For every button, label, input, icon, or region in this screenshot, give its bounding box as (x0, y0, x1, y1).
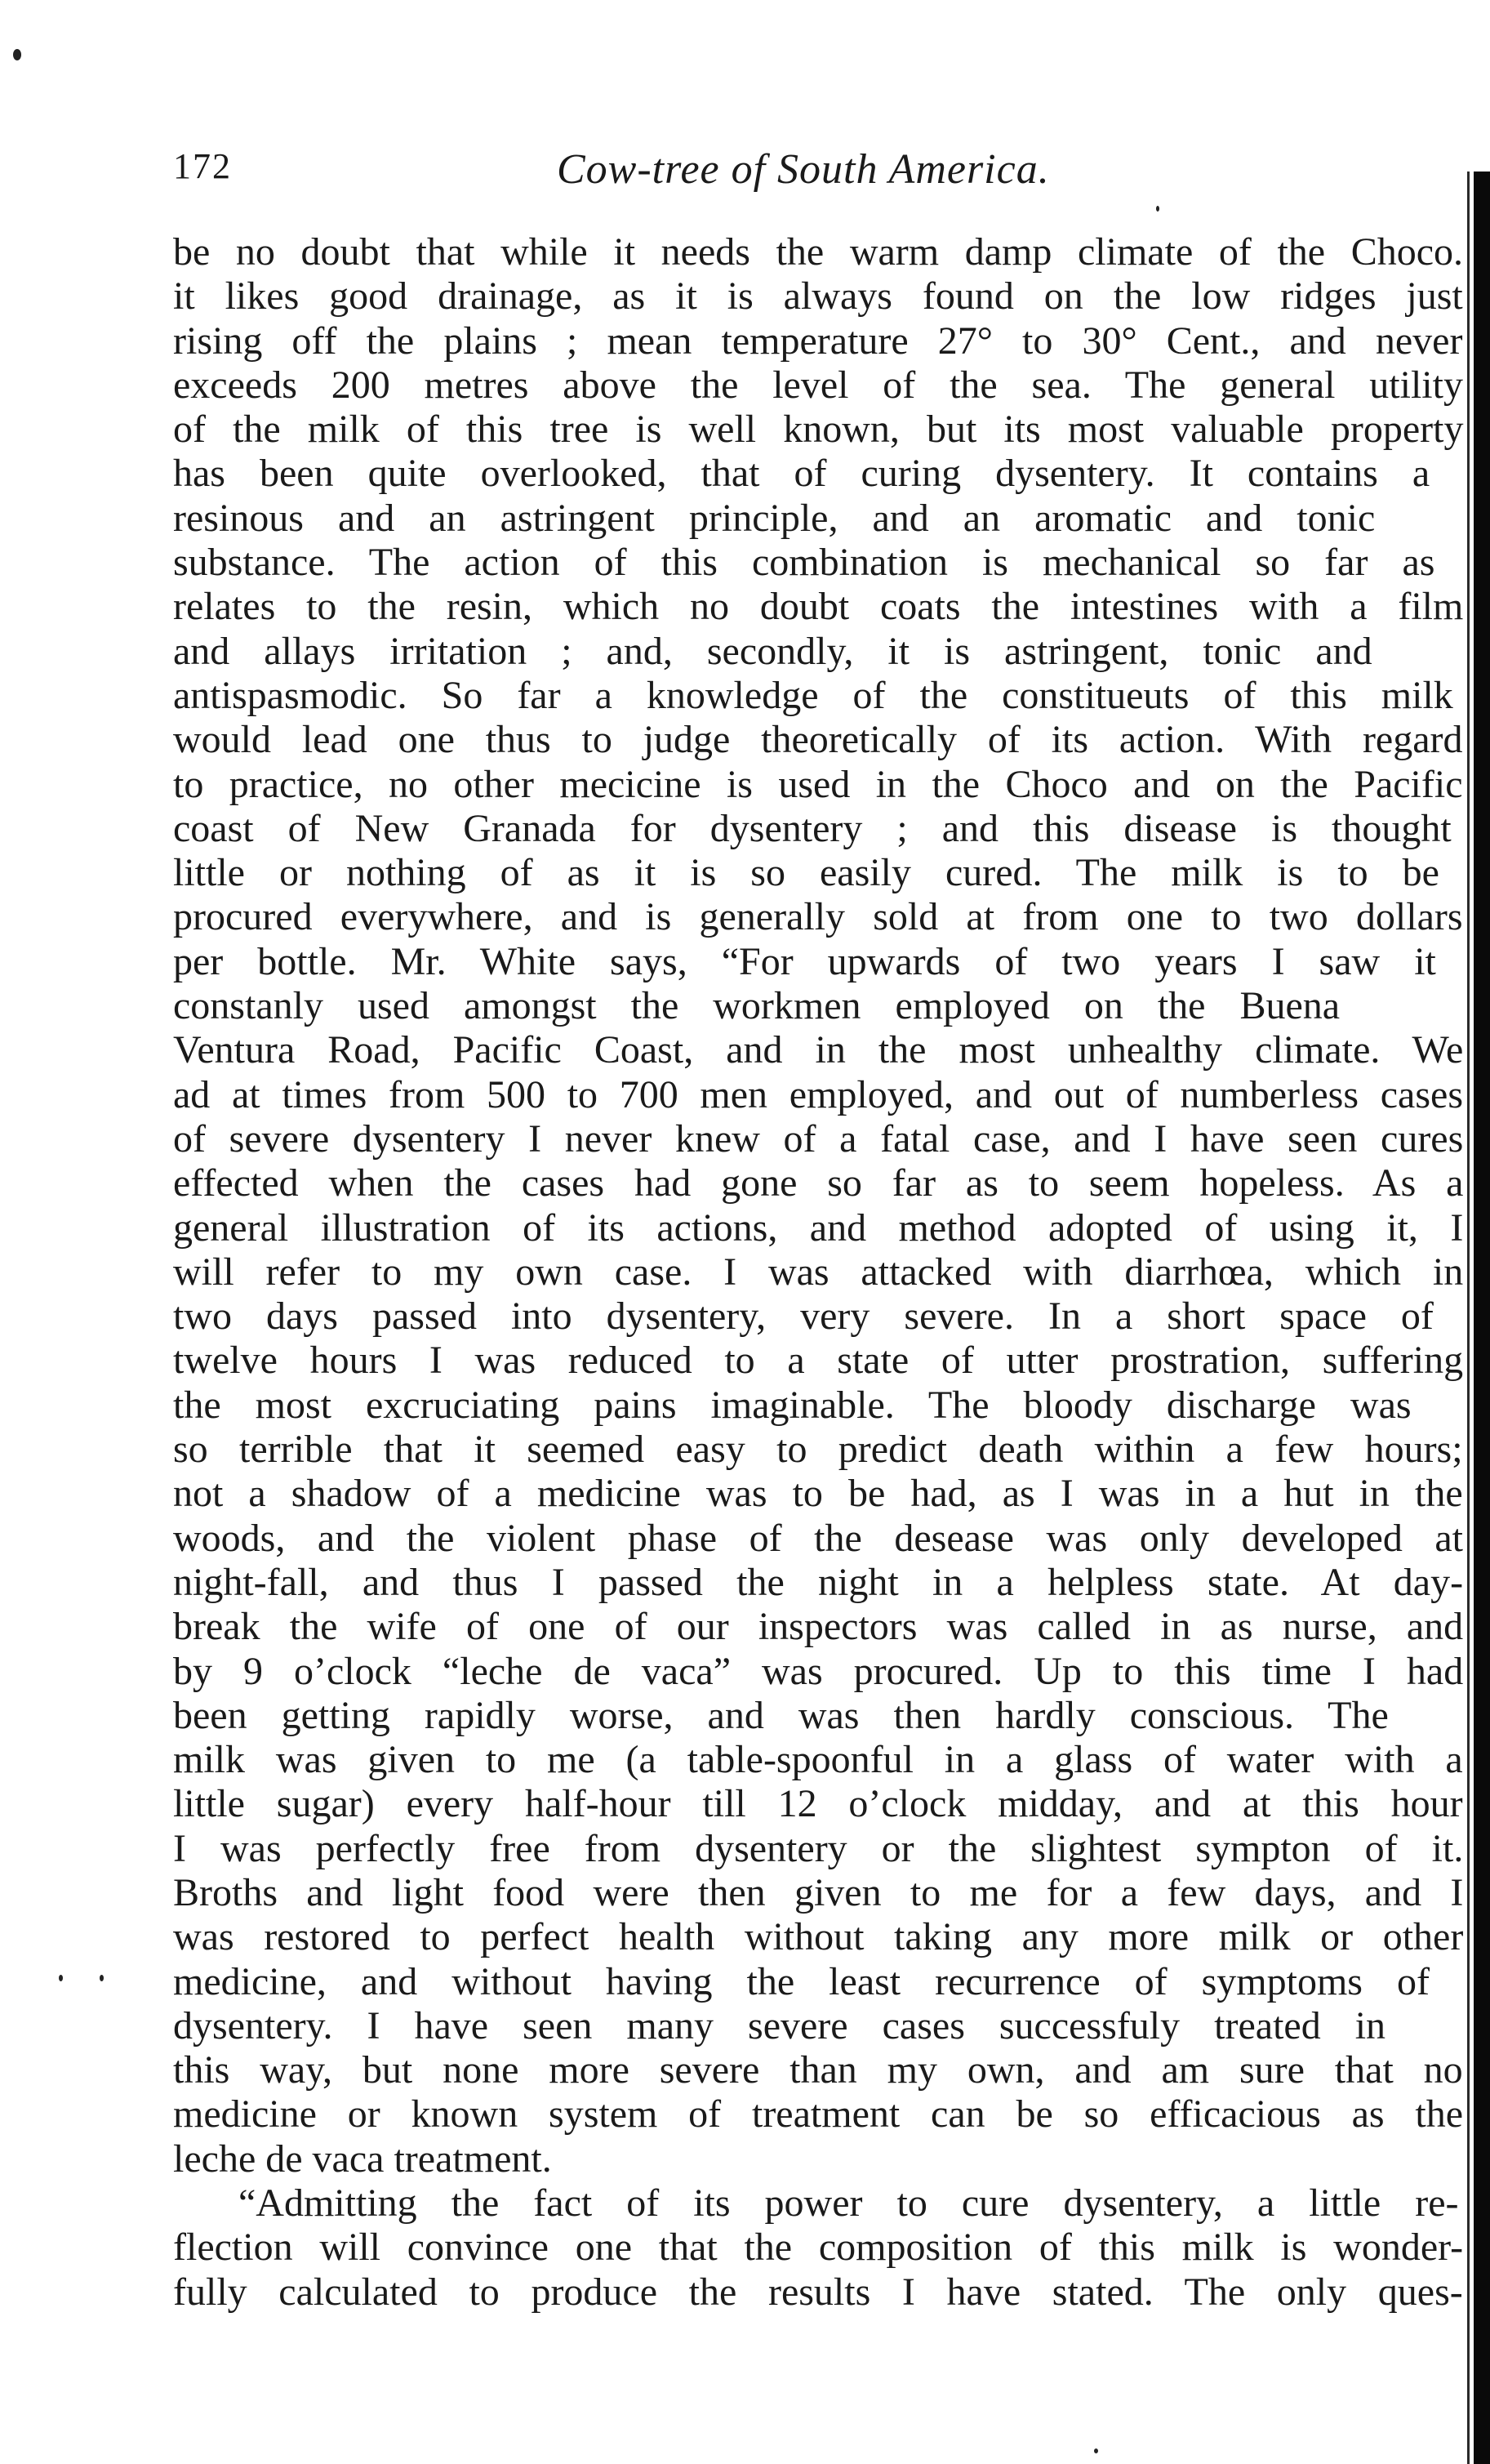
ink-speck (100, 1975, 104, 1981)
ink-speck (1156, 206, 1159, 212)
text-line: leche de vaca treatment. (173, 2137, 552, 2181)
text-line: Ventura Road, Pacific Coast, and in the most unhealthy climate. We (173, 1028, 1464, 1072)
text-line: it likes good drainage, as it is always found on the low ridges just (173, 274, 1463, 319)
text-line: fully calculated to produce the results I have stated. The only ques- (173, 2270, 1463, 2314)
text-line: per bottle. Mr. White says, “For upwards of two years I saw it (173, 939, 1436, 983)
text-line: not a shadow of a medicine was to be had, as I was in a hut in the (173, 1472, 1463, 1516)
text-line: night-fall, and thus I passed the night in a helpless state. At day- (173, 1560, 1464, 1604)
text-line: of severe dysentery I never knew of a fatal case, and I have seen cures (173, 1116, 1464, 1161)
text-line: woods, and the violent phase of the desease was only developed at (173, 1516, 1464, 1560)
text-line: by 9 o’clock “leche de vaca” was procured. Up to this time I had (173, 1649, 1464, 1693)
text-line: of the milk of this tree is well known, but its most valuable property (173, 408, 1464, 452)
text-line: flection will convince one that the composition of this milk is wonder- (173, 2226, 1464, 2270)
text-line: be no doubt that while it needs the warm damp climate of the Choco. (173, 230, 1464, 274)
text-line: break the wife of one of our inspectors was called in as nurse, and (173, 1605, 1464, 1649)
text-line: would lead one thus to judge theoretically of its action. With regard (173, 718, 1463, 762)
text-line: will refer to my own case. I was attacked with diarrhœa, which in (173, 1250, 1464, 1294)
text-line: exceeds 200 metres above the level of the sea. The general utility (173, 363, 1463, 407)
text-line: “Admitting the fact of its power to cure dysentery, a little re- (238, 2181, 1459, 2226)
text-line: twelve hours I was reduced to a state of utter prostration, suffering (173, 1339, 1464, 1383)
text-line: milk was given to me (a table-spoonful in a glass of water with a (173, 1738, 1463, 1782)
text-line: been getting rapidly worse, and was then hardly conscious. The (173, 1693, 1389, 1737)
page-edge-shadow (1467, 172, 1470, 2464)
ink-speck (1094, 2448, 1098, 2453)
text-line: was restored to perfect health without taking any more milk or other (173, 1915, 1464, 1959)
text-line: dysentery. I have seen many severe cases successfuly treated in (173, 2003, 1386, 2047)
text-line: effected when the cases had gone so far as to seem hopeless. As a (173, 1161, 1464, 1205)
text-line: two days passed into dysentery, very severe. In a short space of (173, 1294, 1434, 1339)
text-line: I was perfectly free from dysentery or the slightest sympton of it. (173, 1826, 1464, 1870)
text-line: resinous and an astringent principle, and an aromatic and tonic (173, 496, 1376, 540)
text-line: and allays irritation ; and, secondly, it is astringent, tonic and (173, 629, 1372, 673)
text-line: relates to the resin, which no doubt coats the intestines with a film (173, 585, 1464, 629)
text-line: medicine or known system of treatment can be so efficacious as the (173, 2092, 1464, 2137)
text-line: little or nothing of as it is so easily cured. The milk is to be (173, 851, 1439, 895)
text-line: ad at times from 500 to 700 men employed, and out of numberless cases (173, 1072, 1463, 1116)
text-line: procured everywhere, and is generally sold at from one to two dollars (173, 895, 1463, 939)
text-line: antispasmodic. So far a knowledge of the constitueuts of this milk (173, 673, 1453, 717)
body-text (173, 230, 1479, 2315)
ink-speck (13, 49, 21, 60)
page-header (173, 145, 1120, 211)
text-line: substance. The action of this combination is mechanical so far as (173, 541, 1435, 585)
text-line: rising off the plains ; mean temperature 27° to 30° Cent., and never (173, 319, 1463, 363)
text-line: little sugar) every half-hour till 12 o’clock midday, and at this hour (173, 1782, 1463, 1826)
text-line: the most excruciating pains imaginable. The bloody discharge was (173, 1383, 1412, 1427)
ink-speck (59, 1975, 63, 1981)
page-edge-bar (1474, 172, 1490, 2464)
text-line: has been quite overlooked, that of curing dysentery. It contains a (173, 452, 1430, 496)
text-line: to practice, no other mecicine is used in the Choco and on the Pacific (173, 762, 1463, 806)
text-line: so terrible that it seemed easy to predict death within a few hours; (173, 1428, 1463, 1472)
running-title: Cow-tree of South America. (557, 146, 1050, 193)
text-line: this way, but none more severe than my own, and am sure that no (173, 2048, 1463, 2092)
text-line: coast of New Granada for dysentery ; and this disease is thought (173, 806, 1452, 850)
page-number: 172 (173, 146, 232, 186)
text-line: general illustration of its actions, and method adopted of using it, I (173, 1205, 1464, 1250)
text-line: Broths and light food were then given to me for a few days, and I (173, 1870, 1464, 1914)
text-line: medicine, and without having the least recurrence of symptoms of (173, 1959, 1430, 2003)
text-line: constanly used amongst the workmen employed on the Buena (173, 984, 1341, 1028)
